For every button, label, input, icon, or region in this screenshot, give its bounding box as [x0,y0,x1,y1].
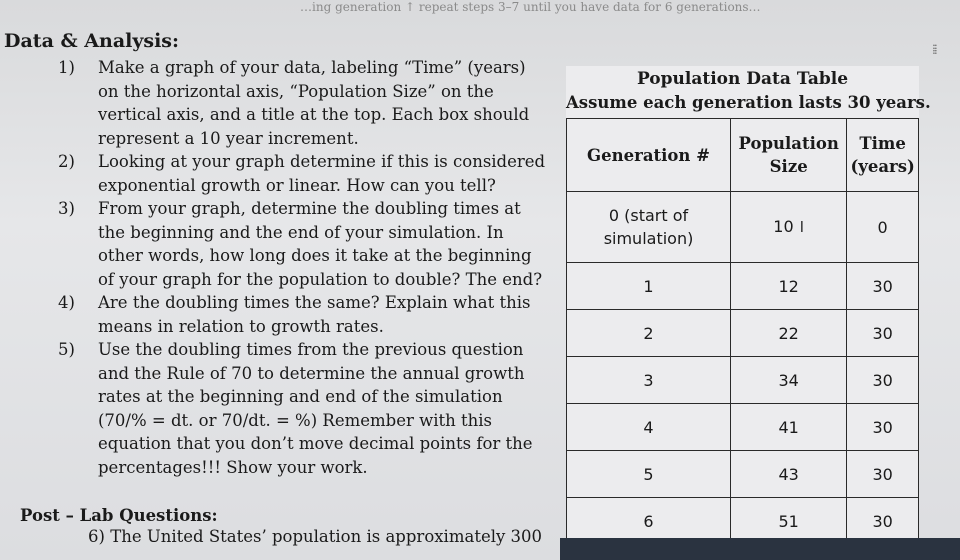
question-number: 6) [88,527,105,546]
cell-generation: 5 [567,451,731,498]
cell-time: 30 [847,451,919,498]
cell-time: 30 [847,310,919,357]
table-row [567,357,919,404]
drag-handle-icon: ⁞⁞ [932,42,936,58]
cell-time: 30 [847,357,919,404]
cell-population: 43 [731,451,847,498]
header-population-size: Population Size [731,119,847,192]
cell-generation: 0 (start of simulation) [567,192,731,263]
question-item [58,338,548,479]
cell-population: 34 [731,357,847,404]
table-row [567,263,919,310]
table-header-row [567,119,919,192]
cell-time: 0 [847,192,919,263]
dark-surface-edge [560,538,960,560]
question-number: 4) [58,293,75,312]
cell-generation: 4 [567,404,731,451]
table-subtitle: Assume each generation lasts 30 years. [566,93,931,112]
table-row [567,404,919,451]
cell-time: 30 [847,498,919,545]
question-text: Looking at your graph determine if this is considered exponential growth or linear. How can you tell? [98,152,546,195]
cell-population: 22 [731,310,847,357]
question-text: Are the doubling times the same? Explain what this means in relation to growth rates. [98,293,531,336]
cell-generation: 2 [567,310,731,357]
question-number: 2) [58,152,75,171]
text-cursor-icon: I [799,218,805,236]
question-text: Use the doubling times from the previous question and the Rule of 70 to determine the annual growth rates at the beginning and end of the simulation (70/% = dt. or 70/dt. = %) Remember with this equation that you don’t move decimal points for the percentages!!! Show your work. [98,340,533,477]
question-6 [88,527,542,546]
header-time: Time (years) [847,119,919,192]
table-title: Population Data Table [636,69,849,89]
header-generation: Generation # [567,119,731,192]
question-text: Make a graph of your data, labeling “Time” (years) on the horizontal axis, “Population Size” on the vertical axis, and a title at the top. Each box should represent a 10 year increment. [98,58,530,148]
cell-population: 41 [731,404,847,451]
cell-generation: 6 [567,498,731,545]
table-row [567,310,919,357]
cell-generation: 1 [567,263,731,310]
question-item [58,197,548,291]
question-item [58,150,548,197]
cell-generation: 3 [567,357,731,404]
population-table [566,118,919,545]
question-text: From your graph, determine the doubling times at the beginning and the end of your simulation. In other words, how long does it take at the beginning of your graph for the population to double? The end? [98,199,543,289]
section-title: Data & Analysis: [4,30,180,52]
question-item [58,56,548,150]
cell-population [731,192,847,263]
cut-off-header-text: …ing generation ↑ repeat steps 3–7 until you have data for 6 generations… [300,0,761,14]
cell-population: 12 [731,263,847,310]
cell-time: 30 [847,263,919,310]
post-lab-title: Post – Lab Questions: [20,506,218,525]
cell-time: 30 [847,404,919,451]
cell-population: 51 [731,498,847,545]
question-item [58,291,548,338]
question-number: 1) [58,58,75,77]
table-row [567,451,919,498]
question-number: 3) [58,199,75,218]
cell-population-value: 10 [773,217,794,236]
population-data-table-panel [566,66,931,545]
question-text: The United States’ population is approximately 300 [110,527,543,546]
question-number: 5) [58,340,75,359]
analysis-question-list [58,56,548,479]
table-row [567,192,919,263]
